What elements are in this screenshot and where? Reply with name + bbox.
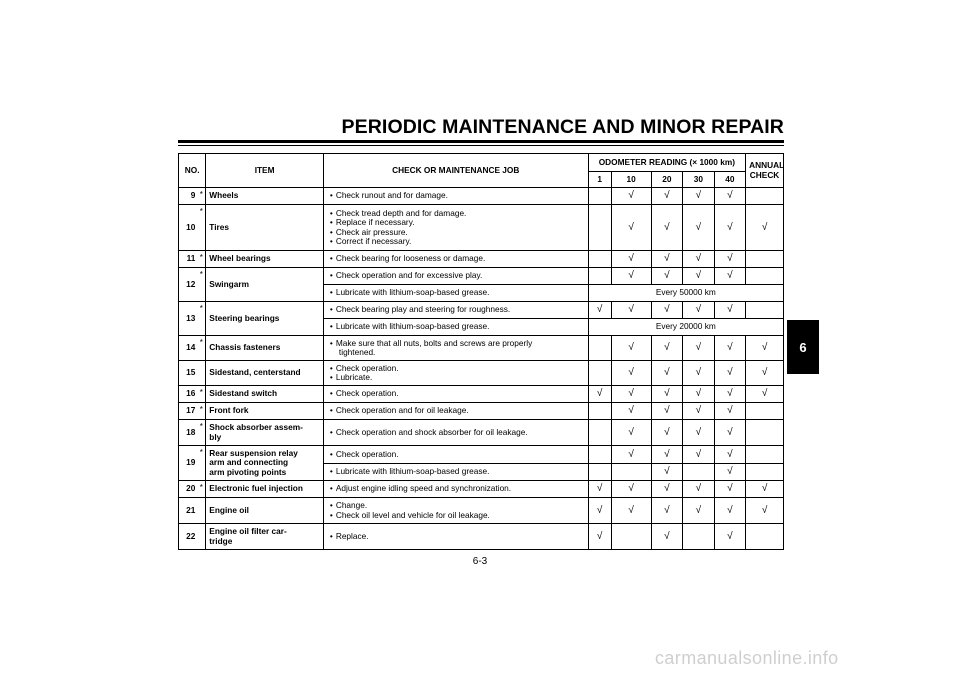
check-mark: √ [714,205,746,251]
empty-cell [588,463,611,481]
row-jobs [323,251,588,268]
check-mark: √ [611,251,651,268]
check-mark: √ [651,361,683,386]
table-row [179,446,784,464]
table-row [179,302,784,319]
empty-cell [746,403,784,420]
empty-cell [611,463,651,481]
job-line: • Check operation. [330,389,585,398]
empty-cell [746,268,784,285]
job-line: • Check operation. [330,450,585,459]
check-mark: √ [611,446,651,464]
check-mark: √ [611,205,651,251]
job-line: • Lubricate with lithium-soap-based grease. [330,467,585,476]
check-mark: √ [611,361,651,386]
empty-cell [746,463,784,481]
job-line: • Check tread depth and for damage. [330,209,585,218]
row-star: * [197,420,205,446]
check-mark: √ [746,205,784,251]
header-annual: ANNUAL CHECK [746,154,784,188]
row-star: * [197,481,205,498]
row-item-line: Steering bearings [209,312,280,323]
table-row [179,524,784,550]
check-mark: √ [588,386,611,403]
check-mark: √ [714,386,746,403]
row-jobs [323,285,588,302]
check-mark: √ [651,481,683,498]
row-jobs [323,205,588,251]
row-star: * [197,205,205,251]
row-number: 21 [179,498,198,524]
header-job: CHECK OR MAINTENANCE JOB [323,154,588,188]
check-mark: √ [683,361,715,386]
check-mark: √ [611,268,651,285]
table-row [179,386,784,403]
check-mark: √ [714,336,746,361]
empty-cell [588,403,611,420]
header-odo-1: 1 [588,172,611,188]
header-odo-30: 30 [683,172,715,188]
check-mark: √ [714,251,746,268]
check-mark: √ [611,498,651,524]
empty-cell [588,188,611,205]
header-odo-20: 20 [651,172,683,188]
row-item-line: Engine oil filter car- [209,526,287,537]
job-line: • Check operation and for excessive play. [330,271,585,280]
check-mark: √ [746,481,784,498]
row-number: 17 [179,403,198,420]
row-number: 19 [179,446,198,481]
job-line: • Check bearing play and steering for roughness. [330,305,585,314]
table-row [179,481,784,498]
row-item-line: Engine oil [209,504,249,515]
check-mark: √ [611,386,651,403]
table-row [179,420,784,446]
row-number: 9 [179,188,198,205]
row-item-line: arm and connecting [209,457,289,468]
check-mark: √ [683,403,715,420]
check-mark: √ [611,403,651,420]
table-row [179,361,784,386]
row-jobs [323,498,588,524]
check-mark: √ [588,302,611,319]
row-star: * [197,403,205,420]
check-mark: √ [714,446,746,464]
row-item [206,420,324,446]
row-item-line: Wheel bearings [209,253,271,264]
row-item [206,403,324,420]
empty-cell [746,302,784,319]
row-number: 13 [179,302,198,336]
header-item: ITEM [206,154,324,188]
job-line: • Lubricate with lithium-soap-based grease. [330,322,585,331]
row-item-line: Chassis fasteners [209,342,281,353]
check-mark: √ [651,446,683,464]
title-rule-thin [178,145,784,146]
check-mark: √ [714,524,746,550]
table-row [179,268,784,285]
row-item-line: arm pivoting points [209,466,287,477]
row-star: * [197,251,205,268]
check-mark: √ [651,463,683,481]
check-mark: √ [651,268,683,285]
check-mark: √ [683,205,715,251]
row-item-line: bly [209,431,222,442]
row-item-line: Rear suspension relay [209,448,298,459]
job-line: • Correct if necessary. [330,237,585,246]
check-mark: √ [651,251,683,268]
row-item-line: Swingarm [209,278,249,289]
empty-cell [746,251,784,268]
row-item [206,386,324,403]
check-mark: √ [651,420,683,446]
check-mark: √ [611,420,651,446]
empty-cell [588,420,611,446]
check-mark: √ [651,386,683,403]
watermark: carmanualsonline.info [655,648,839,668]
row-item-line: Sidestand, centerstand [209,367,301,378]
check-mark: √ [746,498,784,524]
row-item [206,481,324,498]
check-mark: √ [683,420,715,446]
empty-cell [588,268,611,285]
row-item-line: Front fork [209,405,249,416]
check-mark: √ [714,481,746,498]
row-star [197,361,205,386]
check-mark: √ [714,268,746,285]
row-number: 14 [179,336,198,361]
row-item-line: Sidestand switch [209,388,278,399]
header-odo-10: 10 [611,172,651,188]
row-number: 18 [179,420,198,446]
interval-text: Every 50000 km [588,285,783,302]
empty-cell [588,336,611,361]
row-number: 20 [179,481,198,498]
job-line: • Replace if necessary. [330,218,585,227]
row-number: 16 [179,386,198,403]
empty-cell [746,420,784,446]
row-star [197,498,205,524]
empty-cell [746,188,784,205]
check-mark: √ [714,498,746,524]
empty-cell [588,251,611,268]
row-jobs [323,188,588,205]
job-line: • Adjust engine idling speed and synchronization. [330,484,585,493]
row-item [206,251,324,268]
job-line: • Lubricate with lithium-soap-based grease. [330,288,585,297]
row-item [206,446,324,481]
check-mark: √ [714,420,746,446]
row-number: 12 [179,268,198,302]
check-mark: √ [651,498,683,524]
row-item [206,188,324,205]
row-star [197,524,205,550]
row-jobs [323,524,588,550]
job-line: • Change. [330,501,585,510]
job-line: • Check operation and shock absorber for oil leakage. [330,428,585,437]
row-jobs [323,386,588,403]
row-star: * [197,268,205,302]
job-line: • Check operation. [330,364,585,373]
row-star: * [197,386,205,403]
row-jobs [323,302,588,319]
check-mark: √ [611,481,651,498]
job-line: • Lubricate. [330,373,585,382]
check-mark: √ [746,336,784,361]
row-item-line: Wheels [209,190,239,201]
job-line: • Check bearing for looseness or damage. [330,254,585,263]
check-mark: √ [683,336,715,361]
check-mark: √ [651,403,683,420]
table-row [179,251,784,268]
row-number: 10 [179,205,198,251]
job-line: • Check operation and for oil leakage. [330,406,585,415]
row-jobs [323,336,588,361]
table-row [179,403,784,420]
check-mark: √ [683,251,715,268]
header-no: NO. [179,154,206,188]
row-item-line: Shock absorber assem- [209,422,303,433]
check-mark: √ [714,302,746,319]
check-mark: √ [746,361,784,386]
empty-cell [683,524,715,550]
job-line: tightened. [338,347,376,357]
empty-cell [746,524,784,550]
check-mark: √ [651,336,683,361]
header-odometer: ODOMETER READING (× 1000 km) [588,154,746,172]
row-number: 22 [179,524,198,550]
row-jobs [323,268,588,285]
empty-cell [588,361,611,386]
row-jobs [323,403,588,420]
row-star: * [197,446,205,481]
table-row [179,188,784,205]
row-star: * [197,302,205,336]
row-item [206,268,324,302]
check-mark: √ [683,302,715,319]
check-mark: √ [683,386,715,403]
check-mark: √ [651,302,683,319]
check-mark: √ [714,361,746,386]
table-row [179,336,784,361]
job-line: • Check air pressure. [330,228,585,237]
row-item-line: Tires [209,221,229,232]
row-item-line: tridge [209,535,233,546]
check-mark: √ [683,188,715,205]
row-jobs [323,446,588,464]
row-item [206,361,324,386]
empty-cell [588,205,611,251]
title-rule-thick [178,140,784,143]
page-title: PERIODIC MAINTENANCE AND MINOR REPAIR [341,116,784,138]
row-item [206,205,324,251]
job-line: • Make sure that all nuts, bolts and screws are properly [330,339,585,348]
job-line: • Check oil level and vehicle for oil leakage. [330,511,585,520]
row-item-line: Electronic fuel injection [209,483,303,494]
empty-cell [746,446,784,464]
interval-text: Every 20000 km [588,319,783,336]
check-mark: √ [588,498,611,524]
empty-cell [588,446,611,464]
section-tab: 6 [787,320,819,374]
check-mark: √ [611,188,651,205]
row-item [206,336,324,361]
job-line: • Check runout and for damage. [330,191,585,200]
check-mark: √ [683,498,715,524]
check-mark: √ [746,386,784,403]
check-mark: √ [588,481,611,498]
check-mark: √ [714,463,746,481]
row-number: 11 [179,251,198,268]
check-mark: √ [683,268,715,285]
header-odo-40: 40 [714,172,746,188]
check-mark: √ [683,481,715,498]
row-item [206,302,324,336]
row-star: * [197,188,205,205]
check-mark: √ [611,302,651,319]
maintenance-table [178,153,784,550]
row-item [206,498,324,524]
empty-cell [683,463,715,481]
job-line: • Replace. [330,532,585,541]
check-mark: √ [714,403,746,420]
row-number: 15 [179,361,198,386]
row-jobs [323,481,588,498]
row-star: * [197,336,205,361]
check-mark: √ [611,336,651,361]
row-item [206,524,324,550]
row-jobs [323,420,588,446]
check-mark: √ [714,188,746,205]
check-mark: √ [588,524,611,550]
table-row [179,498,784,524]
check-mark: √ [683,446,715,464]
row-jobs [323,361,588,386]
check-mark: √ [651,524,683,550]
table-row [179,205,784,251]
check-mark: √ [651,188,683,205]
row-jobs [323,319,588,336]
row-jobs [323,463,588,481]
page-number: 6-3 [472,556,488,567]
empty-cell [611,524,651,550]
check-mark: √ [651,205,683,251]
